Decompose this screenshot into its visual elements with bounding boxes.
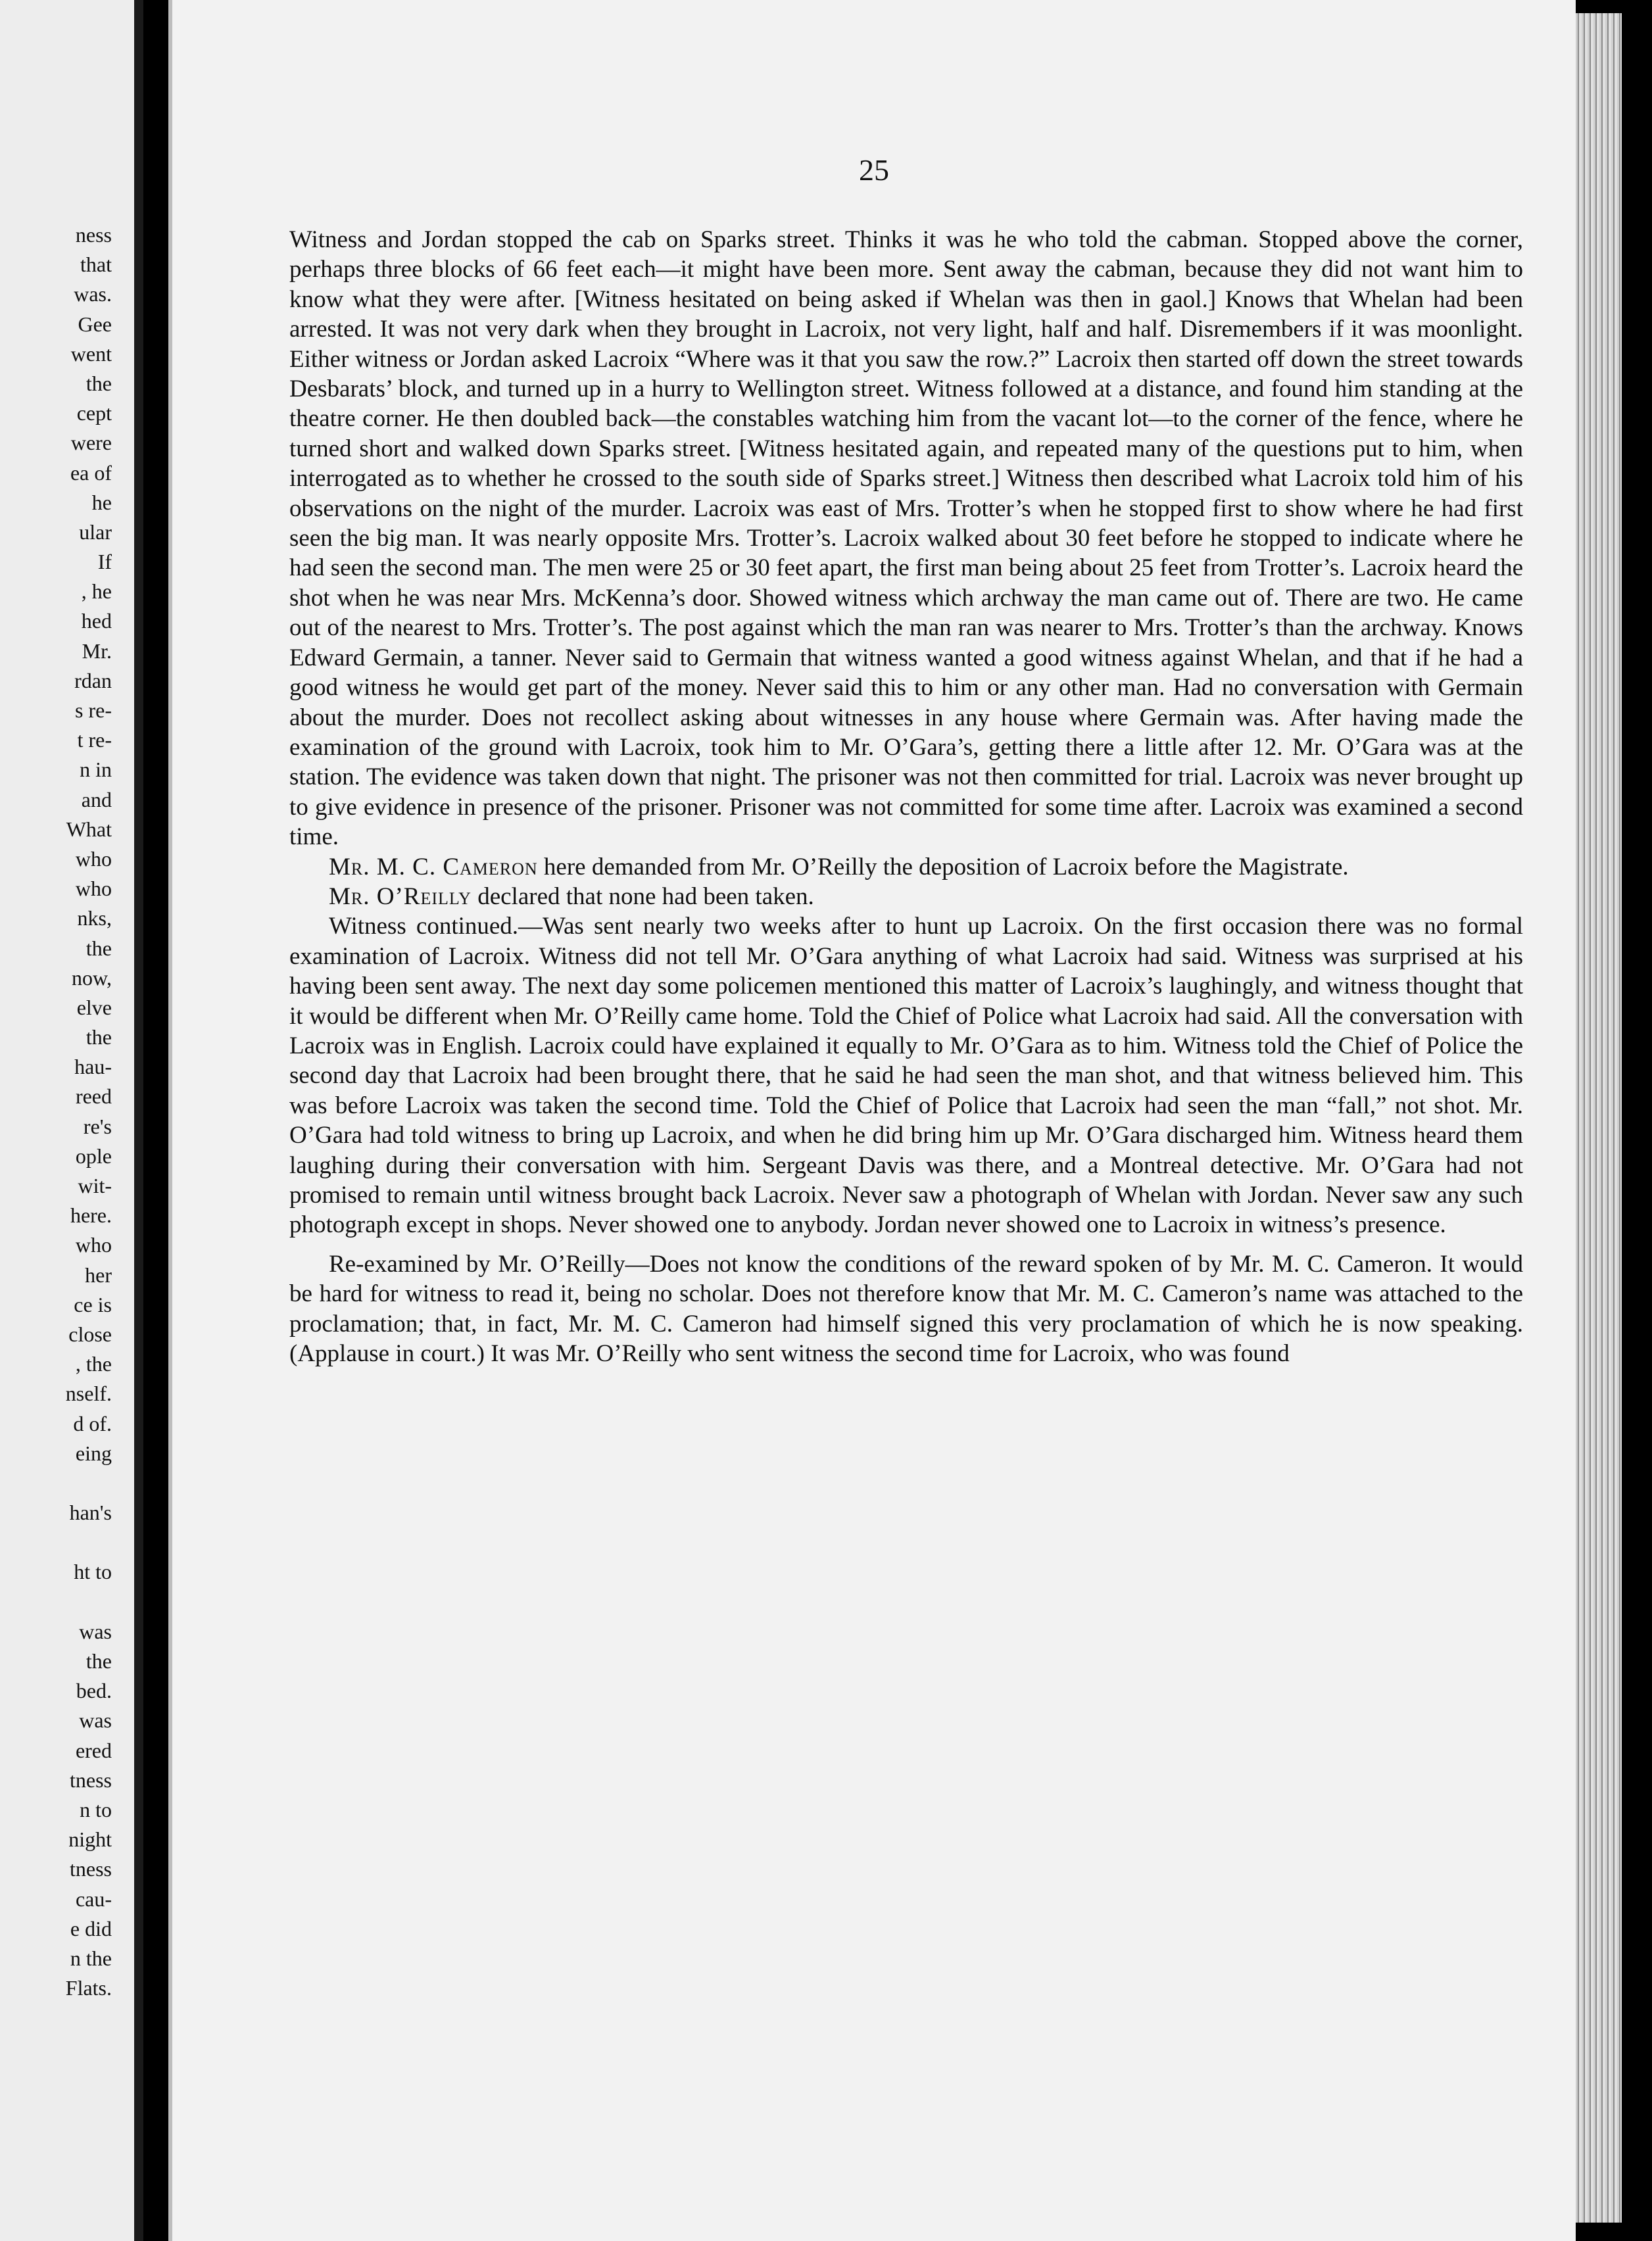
facing-page-line [0,1528,112,1557]
speaker-name: Mr. M. C. Cameron [329,853,538,880]
facing-page-line: who [75,877,112,901]
facing-page-line: ular [79,519,112,544]
facing-page-line: the [85,1025,112,1049]
facing-page-line: was. [74,282,112,306]
facing-page-line [0,1587,112,1617]
facing-page-line: ht to [74,1560,112,1584]
facing-page-line: hed [81,609,112,633]
facing-page-line: rdan [74,668,112,692]
facing-page-line: n to [80,1797,112,1821]
paragraph-testimony: Witness and Jordan stopped the cab on Sparks street. Thinks it was he who told the cabman. Stopped above the corner, perhaps three blocks of 66 feet each—it might have been more. Sent away the cabman, because they did not want him to know what they were after. [Witness hesitated on being asked if Whelan was then in gaol.] Knows that Whelan had been arrested. It was not very dark when they brought in Lacroix, not very light, half and half. Disremembers if it was moonlight. Either witness or Jordan asked Lacroix “Where was it that you saw the row.?” Lacroix then started off down the street towards Desbarats’ block, and turned up in a hurry to Wellington street. Witness followed at a distance, and found him standing at the theatre corner. He then doubled back—the constables watching him from the vacant lot—to the corner of the fence, where he turned short and walked down Sparks street. [Witness hesitated again, and repeated many of the questions put to him, when interrogated as to whether he crossed to the south side of Sparks street.] Witness then described what Lacroix told him of his observations on the night of the murder. Lacroix was east of Mrs. Trotter’s when he stopped first to show where he had first seen the big man. It was nearly opposite Mrs. Trotter’s. Lacroix walked about 30 feet before he stopped to indicate where he had seen the second man. The men were 25 or 30 feet apart, the first man being about 25 feet from Trotter’s. Lacroix heard the shot when he was near Mrs. McKenna’s door. Showed witness which archway the man came out of. There are two. He came out of the nearest to Mrs. Trotter’s. The post against which the man ran was nearer to Mrs. Trotter’s than the archway. Knows Edward Germain, a tanner. Never said to Germain that witness wanted a good witness against Whelan, and that if he had a good witness he would get part of the money. Never said this to him or any other man. Had no conversation with Germain about the murder. Does not recollect asking about witnesses in any house where Germain was. After having made the examination of the ground with Lacroix, took him to Mr. O’Gara’s, getting there a little after 12. Mr. O’Gara was at the station. The evidence was taken down that night. The prisoner was not then committed for trial. Lacroix was never brought up to give evidence in presence of the prisoner. Prisoner was not committed for some time after. Lacroix was examined a second time. [289,226,1523,851]
facing-page-line: ce is [74,1292,112,1316]
facing-page-line: and [81,787,112,811]
facing-page-line: eing [75,1441,112,1465]
facing-page-line: hau- [74,1055,112,1079]
facing-page-line: s re- [75,698,112,722]
facing-page-line: , the [75,1352,112,1376]
facing-page-line: Gee [78,312,112,336]
facing-page-line: wit- [78,1174,112,1197]
facing-page-line: was [79,1619,112,1643]
facing-page-line: reed [75,1084,112,1109]
facing-page-fragment [0,0,143,2241]
facing-page-line: n in [80,758,112,782]
facing-page-line: re's [83,1114,112,1138]
facing-page-line: the [85,936,112,960]
facing-page-line: ea of [70,460,112,485]
paragraph-text: here demanded from Mr. O’Reilly the deposition of Lacroix before the Magistrate. [537,853,1349,880]
facing-page-line: nks, [77,906,112,930]
facing-page-line: night [68,1827,112,1852]
facing-page-line: was [79,1708,112,1733]
facing-page-line: , he [81,579,112,604]
paragraph-re-examination: Re-examined by Mr. O’Reilly—Does not know the conditions of the reward spoken of by Mr. M. C. Cameron. It would be hard for witness to read it, being no scholar. Does not therefore know that Mr. M. C. Cameron’s name was attached to the proclamation; that, in fact, Mr. M. C. Cameron had himself signed this very proclamation of which he is now speaking. (Applause in court.) It was Mr. O’Reilly who sent witness the second time for Lacroix, who was found [289,1250,1523,1368]
facing-page-line: elve [76,995,112,1019]
facing-page-line: han's [69,1501,112,1525]
page-number: 25 [859,153,889,187]
facing-page-line: d of. [73,1411,112,1435]
facing-page-line: t re- [77,728,112,752]
facing-page-line [0,1468,112,1498]
facing-page-line: n the [70,1946,112,1970]
facing-page-line: now, [71,965,112,990]
facing-page-line: here. [70,1203,112,1228]
facing-page-line: tness [70,1857,112,1881]
page-stack-edges [1576,13,1622,2223]
page-body [289,225,1523,1368]
book-page [168,0,1576,2241]
facing-page-line: the [85,1649,112,1673]
facing-page-line: her [85,1263,112,1287]
facing-page-line: nself. [65,1382,112,1406]
facing-page-line: ople [75,1144,112,1168]
facing-page-line: were [70,431,112,455]
facing-page-line: the [85,371,112,395]
facing-page-line: e did [70,1916,112,1940]
facing-page-line: ered [75,1738,112,1762]
paragraph-oreilly-reply [289,882,1523,911]
facing-page-line: who [75,1233,112,1257]
paragraph-witness-continued: Witness continued.—Was sent nearly two weeks after to hunt up Lacroix. On the first occasion there was no formal examination of Lacroix. Witness did not tell Mr. O’Gara anything of what Lacroix had said. Witness was surprised at his having been sent away. The next day some policemen mentioned this matter of Lacroix’s laughingly, and witness thought that it would be different when Mr. O’Reilly came home. Told the Chief of Police what Lacroix had said. All the conversation with Lacroix was in English. Lacroix could have explained it equally to Mr. O’Gara as to him. Witness told the Chief of Police the second day that Lacroix had been brought there, that he said he had seen the man shot, and that witness believed him. This was before Lacroix was taken the second time. Told the Chief of Police that Lacroix had seen the man “fall,” not shot. Mr. O’Gara had told witness to bring up Lacroix, and when he did bring him up Mr. O’Gara discharged him. Witness heard them laughing during their conversation with him. Sergeant Davis was there, and a Montreal detective. Mr. O’Gara had not promised to remain until witness brought back Lacroix. Never saw a photograph of Whelan with Jordan. Never saw any such photograph except in shops. Never showed one to anybody. Jordan never showed one to Lacroix in witness’s presence. [289,913,1523,1239]
facing-page-line: bed. [76,1679,112,1703]
speaker-name: Mr. O’Reilly [329,882,472,910]
facing-page-line: close [68,1322,112,1346]
facing-page-line: tness [70,1768,112,1792]
facing-page-line: that [80,253,112,277]
facing-page-line: Flats. [65,1976,112,2000]
facing-page-line: ness [75,223,112,247]
paragraph-text: declared that none had been taken. [471,882,814,910]
facing-page-line: cept [76,401,112,425]
facing-page-line: cau- [75,1887,112,1911]
facing-page-line: Mr. [82,639,112,663]
facing-page-line: went [70,341,112,366]
facing-page-line: who [75,846,112,871]
facing-page-line: If [97,550,112,574]
facing-page-line: he [91,490,112,514]
facing-page-line-ends [0,220,112,2003]
paragraph-cameron-demand [289,852,1523,882]
facing-page-line: What [66,817,112,841]
